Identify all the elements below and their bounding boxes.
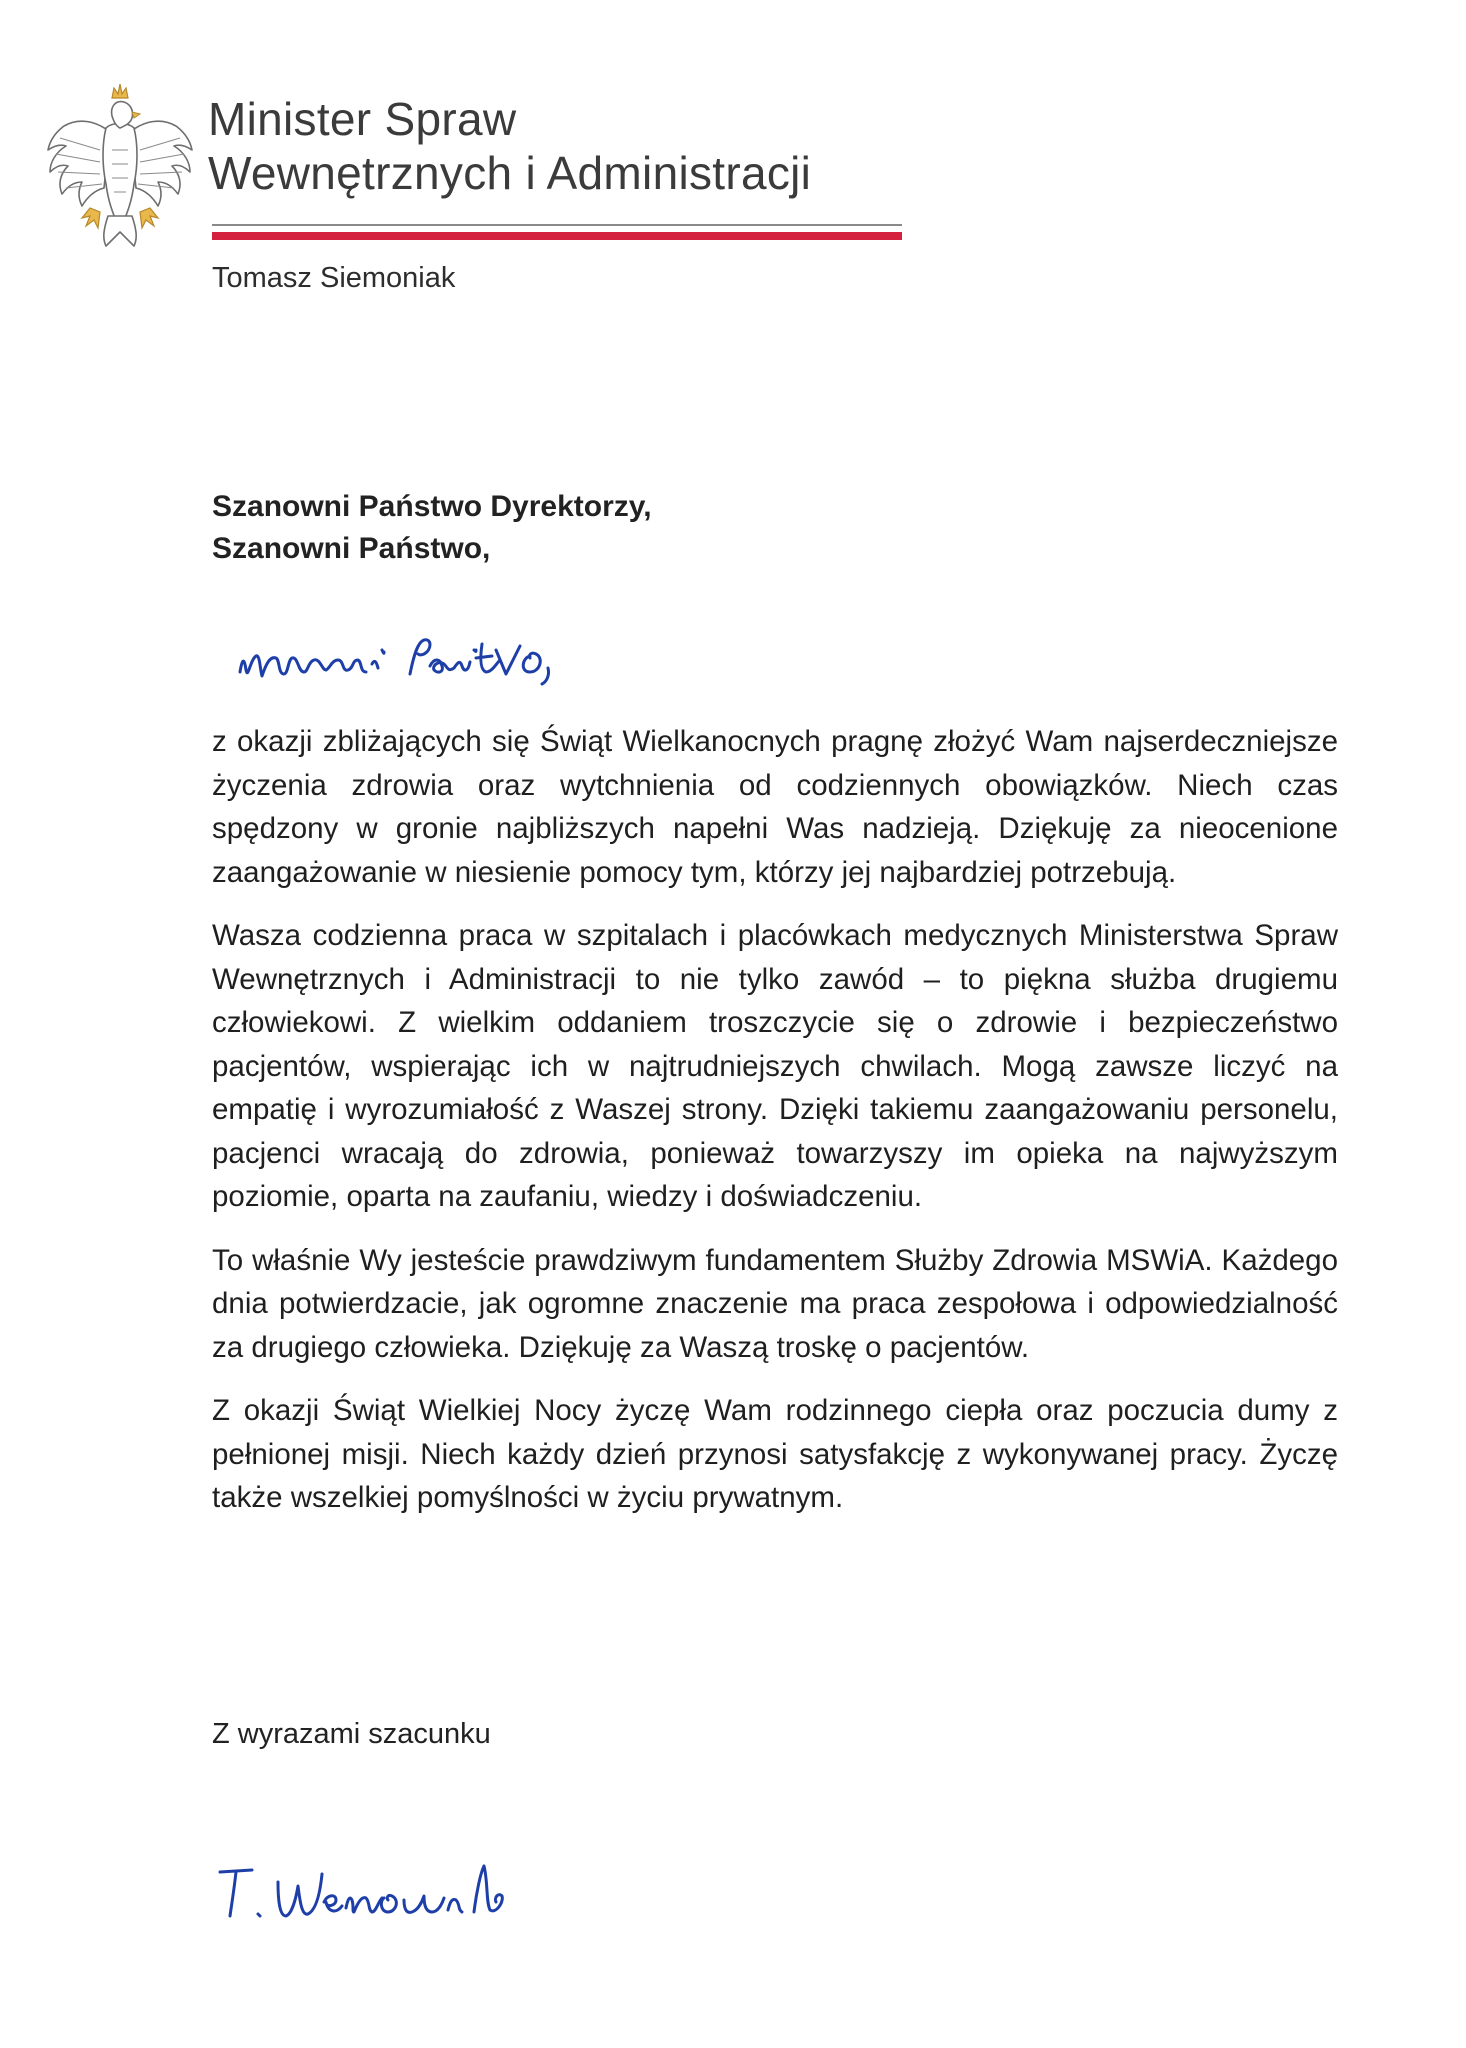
letterhead xyxy=(40,80,880,250)
body-paragraph-3: To właśnie Wy jesteście prawdziwym fundamentem Służby Zdrowia MSWiA. Każdego dnia potwierdzacie, jak ogromne znaczenie ma praca zespołowa i odpowiedzialność za drugiego człowieka. Dziękuję za Waszą troskę o pacjentów. xyxy=(212,1243,1338,1364)
letterhead-red-rule xyxy=(212,232,902,240)
institution-line-2: Wewnętrznych i Administracji xyxy=(208,147,812,199)
body-paragraph-2: Wasza codzienna praca w szpitalach i placówkach medycznych Ministerstwa Spraw Wewnętrznych i Administracji to nie tylko zawód – to piękna służba drugiemu człowiekowi. Z wielkim oddaniem troszczycie się o zdrowie i bezpieczeństwo pacjentów, wspierając ich w najtrudniejszych chwilach. Mogą zawsze liczyć na empatię i wyrozumiałość z Waszej strony. Dzięki takiemu zaangażowaniu personelu, pacjenci wracają do zdrowia, ponieważ towarzyszy im opieka na najwyższym poziomie, oparta na zaufaniu, wiedzy i doświadczeniu. xyxy=(212,919,1338,1213)
salutation-line-1: Szanowni Państwo Dyrektorzy, xyxy=(212,490,652,523)
body-paragraph-4: Z okazji Świąt Wielkiej Nocy życzę Wam rodzinnego ciepła oraz poczucia dumy z pełnionej misji. Niech każdy dzień przynosi satysfakcję z wykonywanej pracy. Życzę także wszelkiej pomyślności w życiu prywatnym. xyxy=(212,1394,1338,1514)
salutation-line-2: Szanowni Państwo, xyxy=(212,532,491,565)
body-paragraph-1: z okazji zbliżających się Świąt Wielkanocnych pragnę złożyć Wam najserdeczniejsze życzenia zdrowia oraz wytchnienia od codziennych obowiązków. Niech czas spędzony w gronie najbliższych napełni Was nadzieją. Dziękuję za nieocenione zaangażowanie w niesienie pomocy tym, którzy jej najbardziej potrzebują. xyxy=(212,725,1338,889)
handwritten-signature xyxy=(212,1842,552,1952)
salutation xyxy=(212,486,652,570)
closing-formula: Z wyrazami szacunku xyxy=(212,1718,491,1750)
minister-name: Tomasz Siemoniak xyxy=(212,262,456,294)
handwritten-greeting-text xyxy=(0,0,1,1)
handwritten-greeting xyxy=(234,620,694,710)
handwritten-signature-text xyxy=(0,0,1,1)
institution-line-1: Minister Spraw xyxy=(208,93,517,145)
white-eagle-emblem-icon xyxy=(40,80,200,250)
letterhead-gray-rule xyxy=(212,224,902,226)
institution-name xyxy=(208,92,811,200)
letter-body xyxy=(212,720,1338,1540)
